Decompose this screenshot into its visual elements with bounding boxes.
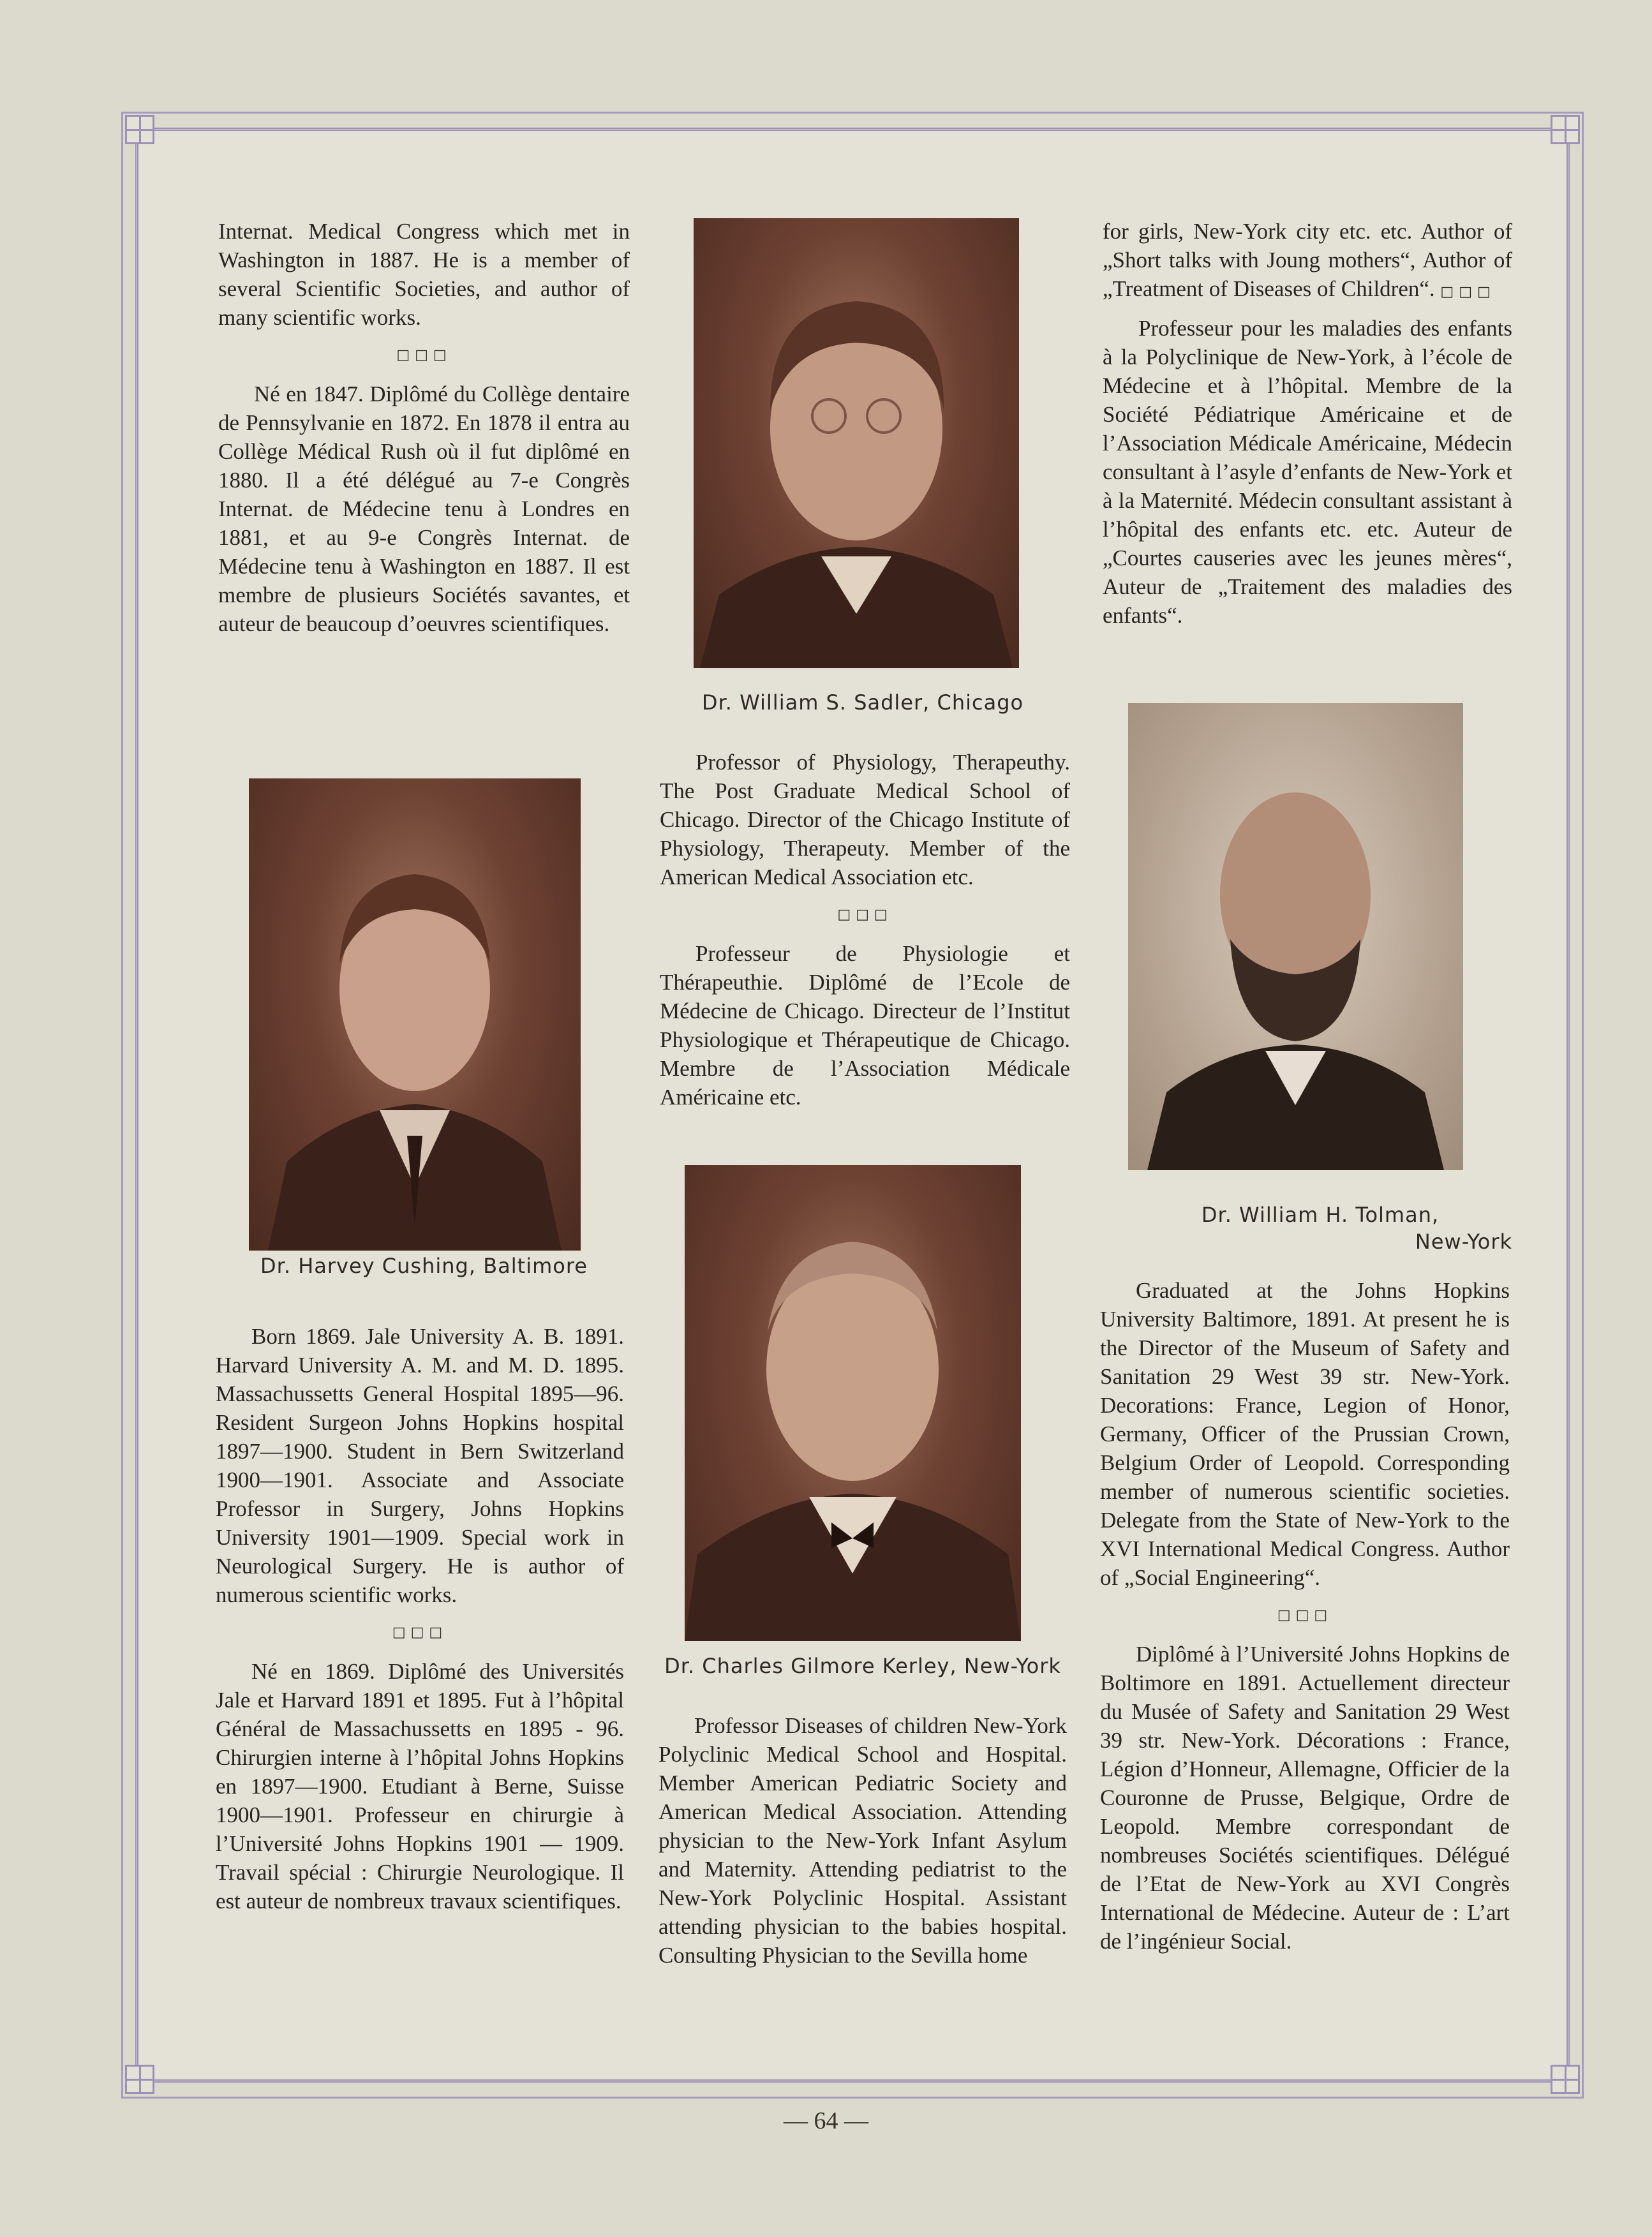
text-paragraph: Professor of Physiology, Therapeuthy. The Post Graduate Medical School of Chicago. Director of the Chicago Institute of Physiology, Therapeuty. Member of the American Medical Association etc. <box>660 750 1070 889</box>
ornament: □□□ <box>1277 1607 1333 1623</box>
ornament: □□□ <box>396 347 452 363</box>
caption-charles-kerley: Dr. Charles Gilmore Kerley, New-York <box>664 1654 1061 1678</box>
column-left-bottom <box>216 1322 624 1915</box>
caption-line: Dr. William H. Tolman, <box>1201 1203 1440 1227</box>
caption-william-tolman <box>1103 1203 1512 1254</box>
text-paragraph: Né en 1869. Diplômé des Universités Jale et Harvard 1891 et 1895. Fut à l’hôpital Général de Massachussetts en 1895 - 96. Chirurgien interne à l’hôpital Johns Hopkins en 1897—1900. Etudiant à Berne, Suisse 1900—1901. Professeur en chirurgie à l’Université Johns Hopkins 1901 — 1909. Travail spécial : Chirurgie Neurologique. Il est auteur de nombreux travaux scientifiques. <box>216 1659 624 1914</box>
portrait-william-tolman <box>1128 703 1463 1170</box>
portrait-harvey-cushing <box>249 778 581 1251</box>
text-paragraph <box>1103 217 1512 306</box>
caption-william-sadler: Dr. William S. Sadler, Chicago <box>701 690 1024 715</box>
text-paragraph: Professor Diseases of children New-York Polyclinic Medical School and Hospital. Member American Pediatric Society and American Medical Association. Attending physician to the New-York Infant Asylum and Maternity. Attending pediatrist to the New-York Polyclinic Hospital. Assistant attending physician to the babies hospital. Consulting Physician to the Sevilla home <box>659 1713 1067 1968</box>
corner-ornament-tl <box>125 115 154 144</box>
portrait-william-sadler <box>694 218 1019 668</box>
text-line: for girls, New-York city etc. etc. Author of „Short talks with Joung mothers“, Author of „Treatment of Diseases of Children“. <box>1103 219 1512 301</box>
text-paragraph: Professeur pour les maladies des enfants à la Polyclinique de New-York, à l’école de Médecine et à l’hôpital. Membre de la Société Pédiatrique Américaine et de l’Association Médicale Américaine, Médecin consultant à l’asyle d’enfants de New-York et à la Maternité. Médecin consultant assistant à l’hôpital des enfants etc. etc. Auteur de „Courtes causeries avec les jeunes mères“, Auteur de „Traitement des maladies des enfants“. <box>1103 316 1512 628</box>
ornament: □□□ <box>392 1624 448 1640</box>
corner-ornament-tr <box>1551 115 1580 144</box>
column-center-bottom <box>659 1711 1067 1970</box>
ornament: □□□ <box>1440 284 1496 300</box>
portrait-charles-kerley <box>685 1165 1021 1641</box>
text-paragraph: Graduated at the Johns Hopkins University Baltimore, 1891. At present he is the Director of the Museum of Safety and Sanitation 29 West 39 str. New-York. Decorations: France, Legion of Honor, Germany, Officer of the Prussian Crown, Belgium Order of Leopold. Corresponding member of numerous scientific societies. Delegate from the State of New-York to the XVI International Medical Congress. Author of „Social Engineering“. <box>1100 1278 1510 1590</box>
column-center-top <box>660 748 1070 1111</box>
corner-ornament-bl <box>125 2065 154 2094</box>
column-right-top <box>1103 217 1512 630</box>
corner-ornament-br <box>1551 2065 1580 2094</box>
text-paragraph: Born 1869. Jale University A. B. 1891. Harvard University A. M. and M. D. 1895. Massachussetts General Hospital 1895—96. Resident Surgeon Johns Hopkins hospital 1897—1900. Student in Bern Switzerland 1900—1901. Associate and Associate Professor in Surgery, Johns Hopkins University 1901—1909. Special work in Neurological Surgery. He is author of numerous scientific works. <box>216 1324 624 1607</box>
ornament: □□□ <box>837 907 893 923</box>
column-right-bottom <box>1100 1276 1510 1956</box>
text-paragraph: Professeur de Physiologie et Thérapeuthie. Diplômé de l’Ecole de Médecine de Chicago. Directeur de l’Institut Physiologique et Thérapeutique de Chicago. Membre de l’Association Médicale Américaine etc. <box>660 941 1070 1110</box>
text-paragraph: Né en 1847. Diplômé du Collège dentaire de Pennsylvanie en 1872. En 1878 il entra au Collège Médical Rush où il fut diplômé en 1880. Il a été délégué au 7-e Congrès Internat. de Médecine tenu à Londres en 1881, et au 9-e Congrès Internat. de Médecine tenu à Washington en 1887. Il est membre de plusieurs Sociétés savantes, et auteur de beaucoup d’oeuvres scientifiques. <box>218 382 630 636</box>
column-left-top <box>218 217 630 638</box>
page-number: — 64 — <box>784 2107 868 2134</box>
caption-line: New-York <box>1415 1230 1512 1254</box>
text-paragraph: Diplômé à l’Université Johns Hopkins de Boltimore en 1891. Actuellement directeur du Musée of Safety and Sanitation 29 West 39 str. New-York. Décorations : France, Légion d’Honneur, Allemagne, Officier de la Couronne de Prusse, Belgique, Ordre de Leopold. Membre correspondant de nombreuses Sociétés scientifiques. Délégué de l’Etat de New-York au XVI Congrès International de Médecine. Auteur de : L’art de l’ingénieur Social. <box>1100 1642 1510 1954</box>
text-paragraph: Internat. Medical Congress which met in Washington in 1887. He is a member of several Scientific Societies, and author of many scientific works. <box>218 219 630 330</box>
caption-harvey-cushing: Dr. Harvey Cushing, Baltimore <box>260 1254 588 1278</box>
